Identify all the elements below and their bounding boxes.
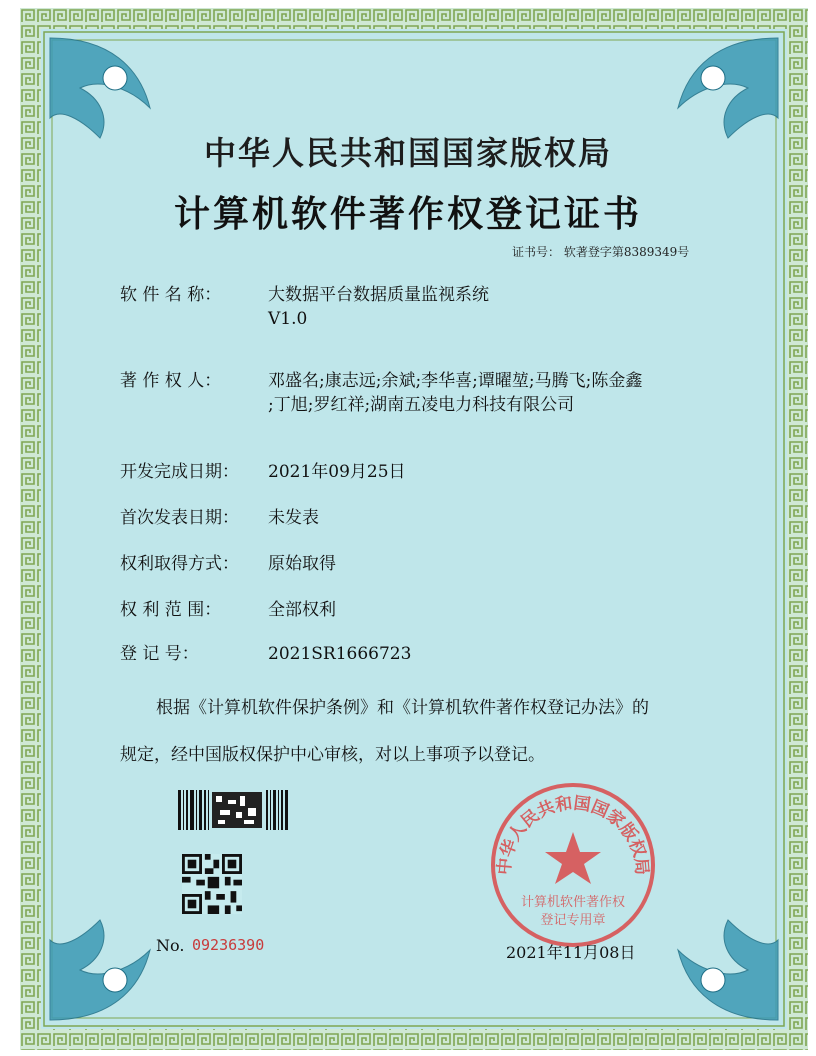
field-acquisition-method xyxy=(120,549,336,574)
field-value xyxy=(268,283,748,331)
field-label: 软 件 名 称： xyxy=(120,285,222,305)
field-value: 2021年09月25日 xyxy=(268,462,406,482)
svg-text:中华人民共和国国家版权局: 中华人民共和国国家版权局 xyxy=(494,793,652,876)
field-label: 权利取得方式： xyxy=(120,554,239,574)
field-value: 原始取得 xyxy=(268,554,336,574)
field-rights-scope xyxy=(120,595,336,620)
field-value: 全部权利 xyxy=(268,600,336,620)
field-label: 首次发表日期： xyxy=(120,508,239,528)
field-completion-date xyxy=(120,457,406,482)
field-label: 开发完成日期： xyxy=(120,462,239,482)
field-value xyxy=(268,369,748,417)
field-value: 2021SR1666723 xyxy=(268,644,412,664)
official-seal-stamp xyxy=(488,780,658,950)
serial-number-value: 09236390 xyxy=(192,936,265,954)
software-version-line: V1.0 xyxy=(268,309,308,329)
software-name-line: 大数据平台数据质量监视系统 xyxy=(268,285,489,305)
owners-line-2: ;丁旭;罗红祥;湖南五凌电力科技有限公司 xyxy=(268,395,575,415)
serial-number-label: No. xyxy=(156,936,185,955)
owners-line-1: 邓盛名;康志远;余斌;李华喜;谭曜堃;马腾飞;陈金鑫 xyxy=(268,371,643,391)
statement-line-2: 规定，经中国版权保护中心审核，对以上事项予以登记。 xyxy=(120,745,545,765)
svg-text:登记专用章: 登记专用章 xyxy=(540,913,606,928)
issue-date: 2021年11月08日 xyxy=(506,943,636,962)
field-registration-number xyxy=(120,639,411,664)
field-copyright-owners xyxy=(120,369,643,415)
field-publish-date xyxy=(120,503,319,528)
barcode-image xyxy=(178,790,288,830)
svg-text:计算机软件著作权: 计算机软件著作权 xyxy=(520,895,626,910)
authority-title: 中华人民共和国国家版权局 xyxy=(203,134,612,172)
qr-code-image xyxy=(182,854,242,914)
statement-line-1: 根据《计算机软件保护条例》和《计算机软件著作权登记办法》的 xyxy=(156,698,649,718)
field-value: 未发表 xyxy=(268,508,319,528)
certificate-number: 证书号： 软著登字第8389349号 xyxy=(512,245,690,259)
field-software-name xyxy=(120,283,489,329)
field-label: 权 利 范 围： xyxy=(120,600,222,620)
certificate-title: 计算机软件著作权登记证书 xyxy=(173,193,642,235)
field-label: 著 作 权 人： xyxy=(120,371,222,391)
field-label: 登 记 号： xyxy=(120,644,199,664)
